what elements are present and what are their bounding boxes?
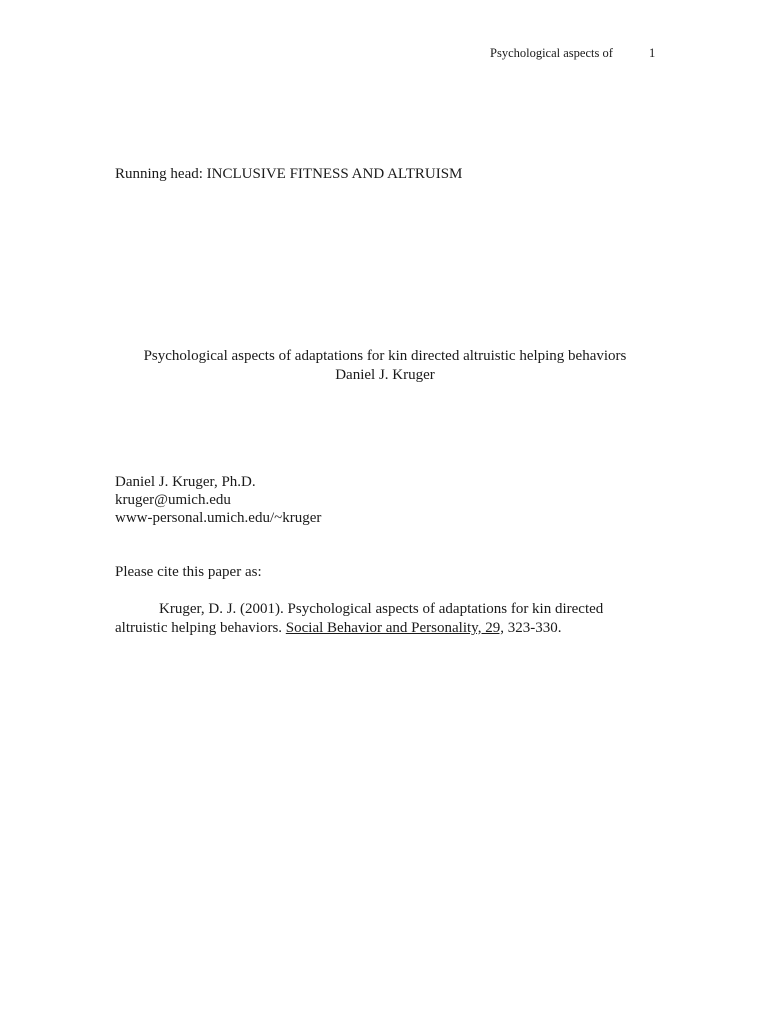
contact-email: kruger@umich.edu: [115, 492, 231, 508]
running-head: Running head: INCLUSIVE FITNESS AND ALTRUISM: [115, 166, 463, 182]
citation-line-1: Kruger, D. J. (2001). Psychological aspects of adaptations for kin directed: [159, 601, 604, 617]
contact-website: www-personal.umich.edu/~kruger: [115, 510, 322, 526]
citation-block: [115, 600, 635, 638]
cite-label: Please cite this paper as:: [115, 564, 262, 580]
contact-name: Daniel J. Kruger, Ph.D.: [115, 474, 256, 490]
citation-line-2: [115, 619, 635, 638]
header-short-title: Psychological aspects of: [490, 46, 613, 60]
page-number: 1: [649, 46, 656, 60]
author-name: Daniel J. Kruger: [335, 367, 435, 383]
title-block: [0, 347, 770, 385]
citation-text-part2: altruistic helping behaviors.: [115, 620, 286, 636]
citation-pages: 323-330.: [503, 620, 562, 636]
citation-journal: Social Behavior and Personality, 29,: [285, 620, 504, 636]
author-contact: [115, 473, 321, 527]
paper-title: Psychological aspects of adaptations for kin directed altruistic helping behaviors: [143, 348, 627, 364]
